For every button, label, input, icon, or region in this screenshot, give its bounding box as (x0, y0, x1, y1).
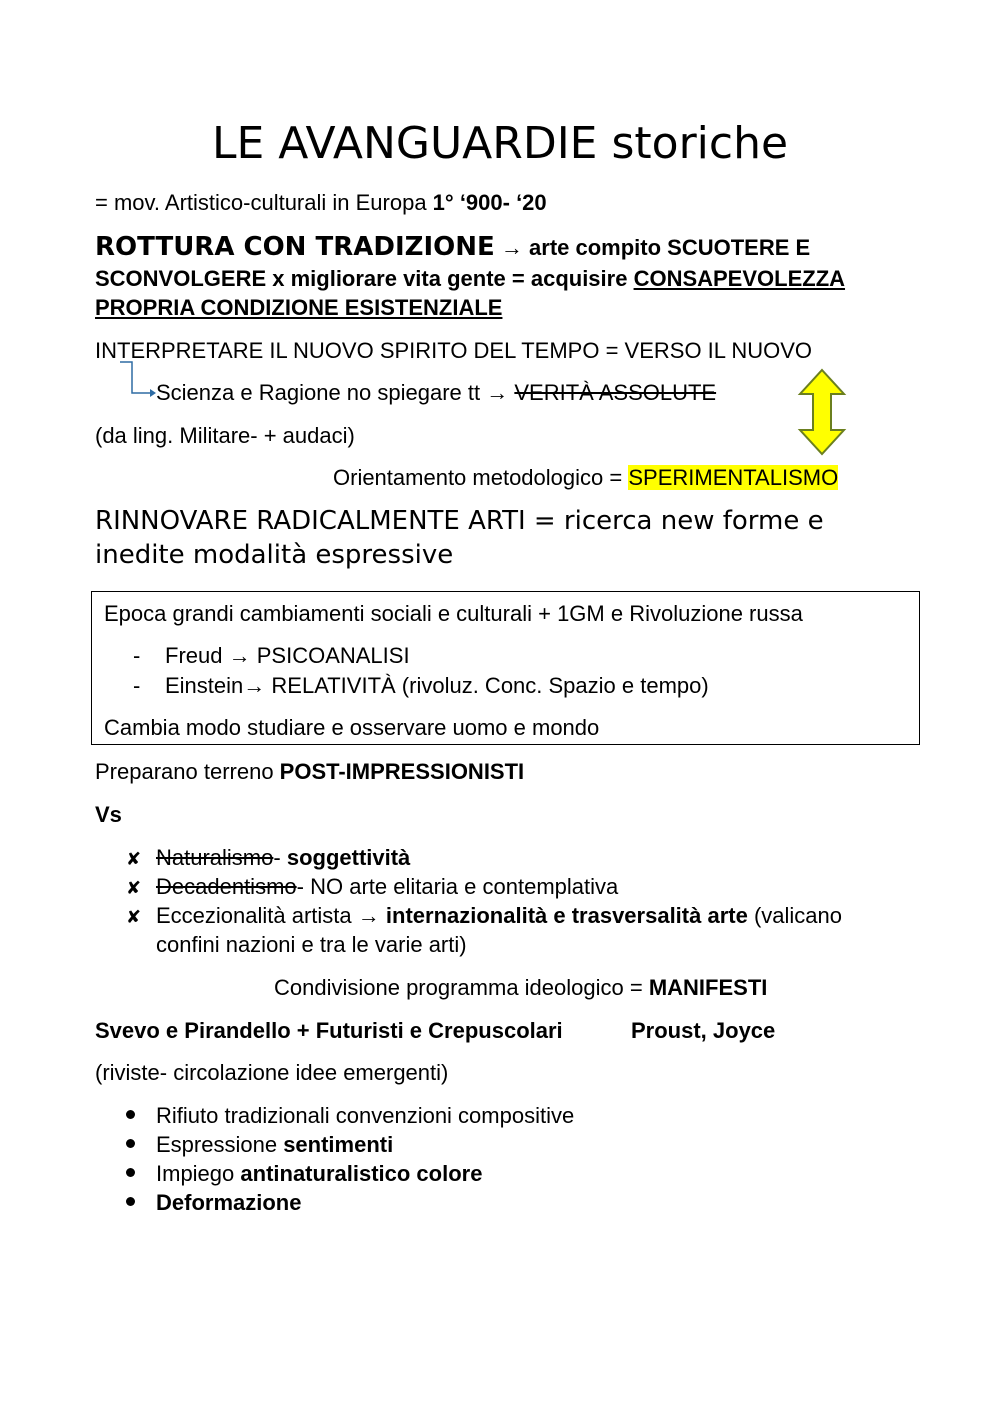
arrow-glyph: → (500, 235, 523, 260)
rottura-line1-rest: arte compito SCUOTERE E (529, 235, 811, 260)
rottura-heading: ROTTURA CON TRADIZIONE (95, 232, 495, 262)
eccezionalita-rest: (valicano (747, 903, 842, 928)
rinnovare-line2: inedite modalità espressive (95, 540, 454, 570)
bullet-bold: antinaturalistico colore (240, 1161, 483, 1186)
internazionalita: internazionalità e trasversalità arte (385, 903, 748, 928)
bullet-item-espressione (156, 1132, 393, 1158)
vs-label: Vs (95, 802, 122, 827)
riviste-line: (riviste- circolazione idee emergenti) (95, 1060, 449, 1085)
orientamento-text: Orientamento metodologico = (333, 465, 629, 490)
preparano-line (95, 759, 524, 785)
cross-mark-icon: ✘ (126, 878, 142, 898)
ling-line: (da ling. Militare- + audaci) (95, 423, 355, 448)
bullet-item-deformazione (156, 1190, 301, 1216)
cross-mark-icon: ✘ (126, 907, 142, 927)
rottura-line2-prefix: SCONVOLGERE x migliorare vita gente = acquisire (95, 266, 634, 291)
bullet-dot-icon (126, 1110, 135, 1119)
double-arrow-icon (796, 368, 848, 456)
bullet-dot-icon (126, 1197, 135, 1206)
separator: - (273, 845, 287, 870)
intro-line (95, 190, 547, 216)
vs-item-eccezionalita (126, 903, 842, 929)
arrow-glyph: → (243, 673, 266, 698)
condivisione-line (274, 975, 767, 1001)
bullet-text: Rifiuto tradizionali convenzioni compositive (156, 1103, 575, 1128)
svevo-right: Proust, Joyce (631, 1018, 776, 1043)
eccezionalita-text: Eccezionalità artista (156, 903, 358, 928)
dash-bullet: - (133, 673, 141, 698)
scienza-line (156, 380, 716, 406)
rottura-line1 (95, 232, 810, 262)
arrow-glyph: → (228, 643, 251, 668)
svevo-left: Svevo e Pirandello + Futuristi e Crepuscolari (95, 1018, 563, 1043)
box-last-line: Cambia modo studiare e osservare uomo e mondo (104, 715, 600, 740)
page-title: LE AVANGUARDIE storiche (211, 118, 789, 169)
preparano-text: Preparano terreno (95, 759, 280, 784)
bullet-text: Espressione (156, 1132, 284, 1157)
bullet-dot-icon (126, 1139, 135, 1148)
bullet-dot-icon (126, 1168, 135, 1177)
decadentismo-strike: Decadentismo (156, 874, 297, 899)
einstein-rest: RELATIVITÀ (rivoluz. Conc. Spazio e tempo) (271, 673, 709, 698)
scienza-text: Scienza e Ragione no spiegare tt (156, 380, 481, 405)
box-line1: Epoca grandi cambiamenti sociali e culturali + 1GM e Rivoluzione russa (104, 601, 803, 626)
connector-arrow-icon (118, 360, 158, 400)
box-item-einstein (133, 673, 709, 699)
freud-rest: PSICOANALISI (256, 643, 410, 668)
box-item-freud (133, 643, 410, 669)
rottura-line2-underline: CONSAPEVOLEZZA (633, 266, 846, 291)
rinnovare-line1: RINNOVARE RADICALMENTE ARTI = ricerca new forme e (95, 506, 824, 536)
rottura-line2 (95, 266, 845, 292)
bullet-text: Impiego (156, 1161, 241, 1186)
separator: - (296, 874, 311, 899)
einstein-name: Einstein (165, 673, 244, 698)
manifesti: MANIFESTI (648, 975, 768, 1000)
intro-period: 1° ‘900- ‘20 (432, 190, 547, 215)
naturalismo-strike: Naturalismo (156, 845, 274, 870)
vs-item-naturalismo (126, 845, 410, 871)
bullet-item-rifiuto (156, 1103, 574, 1129)
dash-bullet: - (133, 643, 141, 668)
orientamento-line (333, 465, 838, 491)
arrow-glyph: → (357, 903, 380, 928)
verita-assolute: VERITÀ ASSOLUTE (514, 380, 717, 405)
bullet-bold: sentimenti (283, 1132, 394, 1157)
soggettivita: soggettività (286, 845, 411, 870)
sperimentalismo-highlight: SPERIMENTALISMO (628, 465, 839, 490)
post-impressionisti: POST-IMPRESSIONISTI (279, 759, 525, 784)
freud-name: Freud (165, 643, 223, 668)
arrow-glyph: → (486, 380, 509, 405)
vs-item-eccezionalita-line2: confini nazioni e tra le varie arti) (156, 932, 467, 957)
decadentismo-rest: NO arte elitaria e contemplativa (310, 874, 619, 899)
cross-mark-icon: ✘ (126, 849, 142, 869)
rottura-line3: PROPRIA CONDIZIONE ESISTENZIALE (95, 295, 503, 320)
intro-text: = mov. Artistico-culturali in Europa (95, 190, 433, 215)
interpretare-line: INTERPRETARE IL NUOVO SPIRITO DEL TEMPO = VERSO IL NUOVO (95, 338, 812, 363)
condivisione-text: Condivisione programma ideologico = (274, 975, 649, 1000)
bullet-item-impiego (156, 1161, 482, 1187)
vs-item-decadentismo (126, 874, 618, 900)
bullet-bold: Deformazione (156, 1190, 302, 1215)
